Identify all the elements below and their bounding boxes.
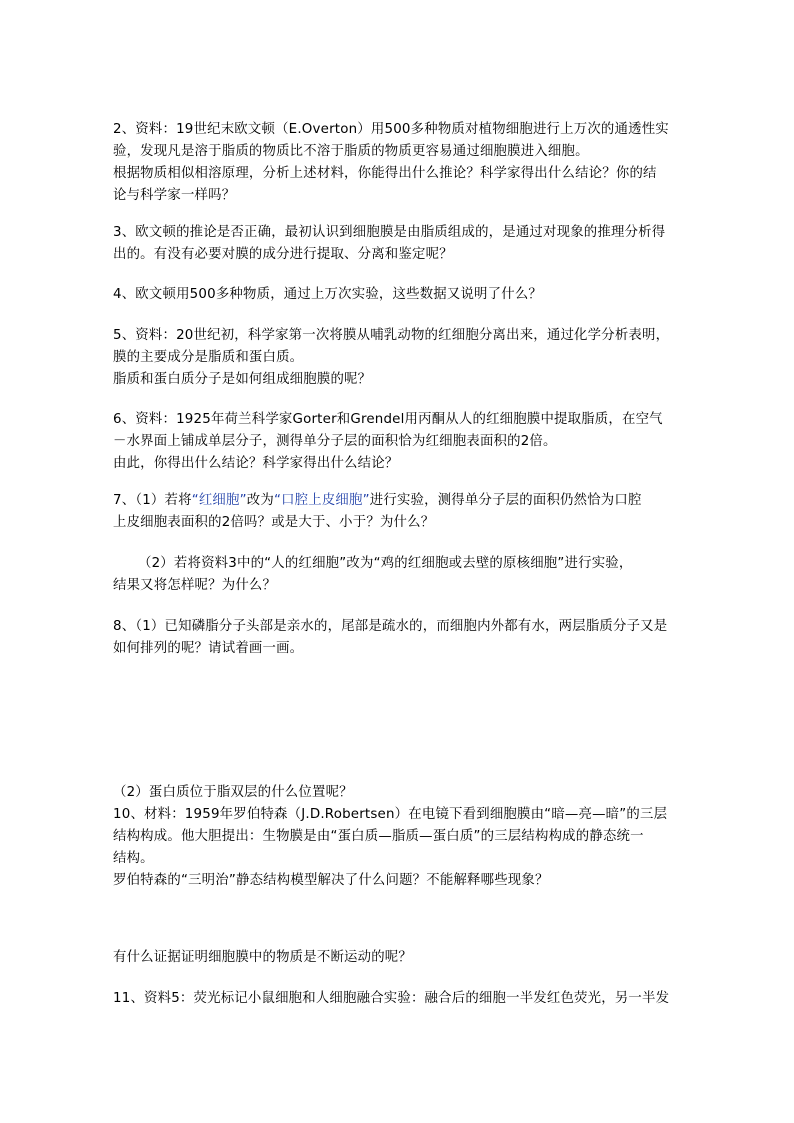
text-line: 脂质和蛋白质分子是如何组成细胞膜的呢？ xyxy=(113,372,372,387)
evidence-question xyxy=(113,947,683,969)
text-line: －水界面上铺成单层分子，测得单分子层的面积恰为红细胞表面积的2倍。 xyxy=(113,434,557,449)
question-6 xyxy=(113,409,683,475)
question-8b-and-10 xyxy=(113,782,683,892)
text-line: 8、（1）已知磷脂分子头部是亲水的，尾部是疏水的，而细胞内外都有水，两层脂质分子又是 xyxy=(113,619,668,634)
text-line: 4、欧文顿用500多种物质，通过上万次实验，这些数据又说明了什么？ xyxy=(113,287,543,302)
text-line: 11、资料5：荧光标记小鼠细胞和人细胞融合实验：融合后的细胞一半发红色荧光，另一半发 xyxy=(113,991,670,1006)
text-line: 结构构成。他大胆提出：生物膜是由“蛋白质—脂质—蛋白质”的三层结构构成的静态统一 xyxy=(113,829,644,844)
question-2 xyxy=(113,119,683,207)
question-3 xyxy=(113,222,683,266)
text-line: 如何排列的呢？请试着画一画。 xyxy=(113,641,304,656)
text-line: 2、资料：19世纪末欧文顿（E.Overton）用500多种物质对植物细胞进行上万次的通透性实 xyxy=(113,122,669,137)
text-line: 10、材料：1959年罗伯特森（J.D.Robertsen）在电镜下看到细胞膜由“暗—亮—暗”的三层 xyxy=(113,807,668,822)
text-line: 有什么证据证明细胞膜中的物质是不断运动的呢？ xyxy=(113,950,412,965)
highlight-term: “口腔上皮细胞” xyxy=(273,493,370,508)
text-line: 论与科学家一样吗？ xyxy=(113,188,236,203)
question-4 xyxy=(113,284,683,306)
text-line: 上皮细胞表面积的2倍吗？或是大于、小于？为什么？ xyxy=(113,515,435,530)
text-line: 验，发现凡是溶于脂质的物质比不溶于脂质的物质更容易通过细胞膜进入细胞。 xyxy=(113,144,589,159)
text-line: 6、资料：1925年荷兰科学家Gorter和Grendel用丙酮从人的红细胞膜中提取脂质，在空气 xyxy=(113,412,663,427)
text-line: 由此，你得出什么结论？科学家得出什么结论？ xyxy=(113,456,399,471)
text-segment: 7、（1）若将 xyxy=(113,493,192,508)
question-8 xyxy=(113,616,683,660)
text-segment: 进行实验，测得单分子层的面积仍然恰为口腔 xyxy=(369,493,642,508)
text-line: 5、资料：20世纪初，科学家第一次将膜从哺乳动物的红细胞分离出来，通过化学分析表明， xyxy=(113,328,670,343)
text-line: 3、欧文顿的推论是否正确，最初认识到细胞膜是由脂质组成的，是通过对现象的推理分析得 xyxy=(113,225,666,240)
text-segment: 改为 xyxy=(246,493,274,508)
text-line: 结果又将怎样呢？为什么？ xyxy=(113,578,277,593)
text-line xyxy=(113,490,683,512)
text-line: 罗伯特森的“三明治”静态结构模型解决了什么问题？不能解释哪些现象？ xyxy=(113,873,549,888)
text-line: 出的。有没有必要对膜的成分进行提取、分离和鉴定呢？ xyxy=(113,247,453,262)
text-line: （2）蛋白质位于脂双层的什么位置呢？ xyxy=(113,785,353,800)
question-7-part-1 xyxy=(113,490,683,534)
text-line: 根据物质相似相溶原理，分析上述材料，你能得出什么推论？科学家得出什么结论？你的结 xyxy=(113,166,657,181)
question-7-part-2 xyxy=(113,553,683,597)
question-11 xyxy=(113,988,683,1010)
question-5 xyxy=(113,325,683,391)
text-line: 膜的主要成分是脂质和蛋白质。 xyxy=(113,350,304,365)
text-line: 结构。 xyxy=(113,851,154,866)
highlight-term: “红细胞” xyxy=(191,493,247,508)
text-line: （2）若将资料3中的“人的红细胞”改为“鸡的红细胞或去壁的原核细胞”进行实验， xyxy=(138,556,633,571)
